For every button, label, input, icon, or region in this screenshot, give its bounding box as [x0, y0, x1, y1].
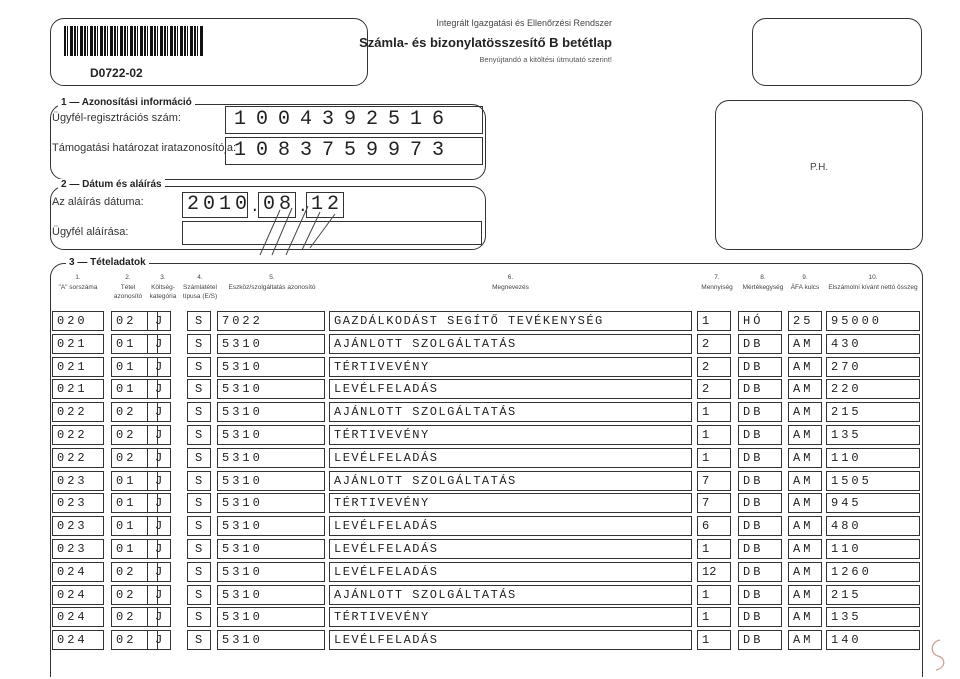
cell-tetel[interactable]: 01	[111, 539, 158, 559]
cell-tipus[interactable]: S	[187, 516, 211, 536]
date-year-field[interactable]: 2010	[182, 192, 248, 218]
date-separator-1: .	[250, 198, 260, 216]
cell-tetel[interactable]: 01	[111, 516, 158, 536]
cell-kat[interactable]: J	[147, 311, 171, 331]
cell-tipus[interactable]: S	[187, 630, 211, 650]
cell-nev[interactable]: LEVÉLFELADÁS	[329, 379, 692, 399]
cell-eszkoz[interactable]: 5310	[217, 402, 325, 422]
cell-eszkoz[interactable]: 5310	[217, 630, 325, 650]
cell-menny[interactable]: 1	[697, 448, 731, 468]
cell-mertek[interactable]: DB	[738, 607, 782, 627]
cell-osszeg[interactable]: 480	[826, 516, 920, 536]
cell-sorszam[interactable]: 022	[52, 402, 104, 422]
cell-mertek[interactable]: DB	[738, 402, 782, 422]
column-number-2: 2.	[125, 274, 131, 281]
cell-tipus[interactable]: S	[187, 379, 211, 399]
cell-nev[interactable]: TÉRTIVEVÉNY	[329, 357, 692, 377]
cell-osszeg[interactable]: 215	[826, 402, 920, 422]
cell-menny[interactable]: 1	[697, 311, 731, 331]
cell-kat[interactable]: J	[147, 425, 171, 445]
cell-afa[interactable]: AM	[788, 630, 822, 650]
cell-eszkoz[interactable]: 5310	[217, 562, 325, 582]
column-header-7: Mennyiség	[701, 284, 733, 291]
cell-osszeg[interactable]: 140	[826, 630, 920, 650]
column-number-5: 5.	[269, 274, 275, 281]
cell-tipus[interactable]: S	[187, 357, 211, 377]
cell-tetel[interactable]: 02	[111, 311, 158, 331]
cell-eszkoz[interactable]: 5310	[217, 539, 325, 559]
cell-afa[interactable]: AM	[788, 607, 822, 627]
cell-menny[interactable]: 1	[697, 585, 731, 605]
cell-afa[interactable]: AM	[788, 334, 822, 354]
cell-eszkoz[interactable]: 5310	[217, 585, 325, 605]
cell-menny[interactable]: 2	[697, 334, 731, 354]
cell-tetel[interactable]: 02	[111, 630, 158, 650]
cell-sorszam[interactable]: 021	[52, 357, 104, 377]
cell-mertek[interactable]: DB	[738, 516, 782, 536]
cell-osszeg[interactable]: 95000	[826, 311, 920, 331]
cell-sorszam[interactable]: 020	[52, 311, 104, 331]
date-signature-section-title: 2 — Dátum és aláírás	[58, 179, 165, 190]
column-number-10: 10.	[868, 274, 878, 281]
decision-id-field[interactable]: 1083759973	[225, 137, 483, 165]
cell-tipus[interactable]: S	[187, 539, 211, 559]
cell-tipus[interactable]: S	[187, 471, 211, 491]
cell-menny[interactable]: 6	[697, 516, 731, 536]
cell-afa[interactable]: AM	[788, 562, 822, 582]
cell-mertek[interactable]: DB	[738, 357, 782, 377]
cell-tetel[interactable]: 01	[111, 493, 158, 513]
cell-mertek[interactable]: DB	[738, 630, 782, 650]
form-title: Számla- és bizonylatösszesítő B betétlap	[359, 35, 612, 50]
cell-sorszam[interactable]: 024	[52, 607, 104, 627]
cell-osszeg[interactable]: 945	[826, 493, 920, 513]
cell-tetel[interactable]: 02	[111, 562, 158, 582]
decision-id-label: Támogatási határozat iratazonosítója:	[52, 142, 237, 154]
cell-tipus[interactable]: S	[187, 562, 211, 582]
cell-afa[interactable]: 25	[788, 311, 822, 331]
cell-osszeg[interactable]: 220	[826, 379, 920, 399]
cell-eszkoz[interactable]: 7022	[217, 311, 325, 331]
cell-afa[interactable]: AM	[788, 425, 822, 445]
cell-kat[interactable]: J	[147, 471, 171, 491]
column-header-10: Elszámolni kívánt nettó összeg	[828, 284, 918, 291]
column-number-3: 3.	[160, 274, 166, 281]
cell-kat[interactable]: J	[147, 630, 171, 650]
cell-osszeg[interactable]: 1260	[826, 562, 920, 582]
cell-osszeg[interactable]: 215	[826, 585, 920, 605]
column-number-7: 7.	[714, 274, 720, 281]
cell-kat[interactable]: J	[147, 493, 171, 513]
items-section-title: 3 — Tételadatok	[66, 257, 149, 268]
cell-kat[interactable]: J	[147, 379, 171, 399]
cell-eszkoz[interactable]: 5310	[217, 334, 325, 354]
cell-afa[interactable]: AM	[788, 471, 822, 491]
column-number-6: 6.	[507, 274, 514, 281]
cell-nev[interactable]: LEVÉLFELADÁS	[329, 630, 692, 650]
cell-menny[interactable]: 1	[697, 630, 731, 650]
cell-sorszam[interactable]: 024	[52, 585, 104, 605]
cell-sorszam[interactable]: 024	[52, 630, 104, 650]
cell-nev[interactable]: TÉRTIVEVÉNY	[329, 425, 692, 445]
cell-menny[interactable]: 7	[697, 493, 731, 513]
cell-sorszam[interactable]: 021	[52, 379, 104, 399]
cell-afa[interactable]: AM	[788, 402, 822, 422]
cell-tetel[interactable]: 01	[111, 379, 158, 399]
cell-menny[interactable]: 1	[697, 607, 731, 627]
cell-kat[interactable]: J	[147, 334, 171, 354]
cell-osszeg[interactable]: 430	[826, 334, 920, 354]
cell-mertek[interactable]: DB	[738, 471, 782, 491]
cell-tetel[interactable]: 02	[111, 607, 158, 627]
cell-tipus[interactable]: S	[187, 585, 211, 605]
cell-nev[interactable]: AJÁNLOTT SZOLGÁLTATÁS	[329, 585, 692, 605]
cell-eszkoz[interactable]: 5310	[217, 471, 325, 491]
cell-sorszam[interactable]: 023	[52, 539, 104, 559]
cell-tipus[interactable]: S	[187, 607, 211, 627]
cell-sorszam[interactable]: 021	[52, 334, 104, 354]
cell-menny[interactable]: 1	[697, 539, 731, 559]
cell-tetel[interactable]: 02	[111, 402, 158, 422]
cell-nev[interactable]: LEVÉLFELADÁS	[329, 562, 692, 582]
column-number-1: 1.	[75, 274, 81, 281]
cell-tipus[interactable]: S	[187, 402, 211, 422]
cell-osszeg[interactable]: 135	[826, 607, 920, 627]
cell-kat[interactable]: J	[147, 562, 171, 582]
cell-nev[interactable]: LEVÉLFELADÁS	[329, 539, 692, 559]
cell-mertek[interactable]: DB	[738, 493, 782, 513]
cell-tetel[interactable]: 02	[111, 425, 158, 445]
cell-nev[interactable]: LEVÉLFELADÁS	[329, 516, 692, 536]
cell-afa[interactable]: AM	[788, 516, 822, 536]
stamp-label: P.H.	[810, 162, 829, 173]
corner-mark	[926, 634, 950, 674]
header-right-box	[752, 18, 922, 86]
client-id-field[interactable]: 1004392516	[225, 106, 483, 134]
cell-mertek[interactable]: DB	[738, 585, 782, 605]
date-month-field[interactable]: 08	[258, 192, 296, 218]
column-header-2: Tétel azonosító	[113, 284, 143, 300]
signature-scribble	[250, 200, 340, 260]
cell-mertek[interactable]: DB	[738, 448, 782, 468]
cell-sorszam[interactable]: 023	[52, 493, 104, 513]
cell-tetel[interactable]: 01	[111, 334, 158, 354]
cell-menny[interactable]: 12	[697, 562, 731, 582]
column-header-6: Megnevezés	[492, 284, 529, 291]
cell-nev[interactable]: GAZDÁLKODÁST SEGÍTŐ TEVÉKENYSÉG	[329, 311, 692, 331]
identification-section-title: 1 — Azonosítási információ	[58, 97, 195, 108]
cell-kat[interactable]: J	[147, 448, 171, 468]
cell-afa[interactable]: AM	[788, 357, 822, 377]
column-header-8: Mértékegység	[742, 284, 784, 291]
cell-tetel[interactable]: 02	[111, 585, 158, 605]
cell-osszeg[interactable]: 1505	[826, 471, 920, 491]
cell-kat[interactable]: J	[147, 539, 171, 559]
cell-tipus[interactable]: S	[187, 311, 211, 331]
column-header-5: Eszköz/szolgáltatás azonosító	[228, 284, 316, 291]
cell-osszeg[interactable]: 110	[826, 448, 920, 468]
cell-eszkoz[interactable]: 5310	[217, 379, 325, 399]
column-number-8: 8.	[760, 274, 766, 281]
cell-kat[interactable]: J	[147, 585, 171, 605]
cell-nev[interactable]: AJÁNLOTT SZOLGÁLTATÁS	[329, 402, 692, 422]
system-name: Integrált Igazgatási és Ellenőrzési Rendszer	[436, 18, 612, 28]
cell-afa[interactable]: AM	[788, 539, 822, 559]
cell-afa[interactable]: AM	[788, 448, 822, 468]
cell-nev[interactable]: LEVÉLFELADÁS	[329, 448, 692, 468]
column-number-9: 9.	[802, 274, 808, 281]
cell-menny[interactable]: 1	[697, 425, 731, 445]
cell-sorszam[interactable]: 023	[52, 471, 104, 491]
form-note: Benyújtandó a kitöltési útmutató szerint!	[479, 55, 612, 64]
column-header-3: Költség-kategória	[149, 284, 177, 300]
column-header-4: Számlatétel típusa (E/S)	[182, 284, 218, 300]
cell-tetel[interactable]: 01	[111, 471, 158, 491]
cell-kat[interactable]: J	[147, 357, 171, 377]
cell-kat[interactable]: J	[147, 607, 171, 627]
cell-osszeg[interactable]: 270	[826, 357, 920, 377]
date-separator-2: .	[298, 198, 308, 216]
cell-nev[interactable]: AJÁNLOTT SZOLGÁLTATÁS	[329, 334, 692, 354]
cell-nev[interactable]: TÉRTIVEVÉNY	[329, 493, 692, 513]
barcode-label: D0722-02	[90, 66, 143, 80]
cell-menny[interactable]: 2	[697, 357, 731, 377]
date-day-field[interactable]: 12	[306, 192, 344, 218]
cell-sorszam[interactable]: 024	[52, 562, 104, 582]
cell-mertek[interactable]: DB	[738, 379, 782, 399]
cell-kat[interactable]: J	[147, 402, 171, 422]
cell-sorszam[interactable]: 022	[52, 448, 104, 468]
cell-mertek[interactable]: HÓ	[738, 311, 782, 331]
cell-osszeg[interactable]: 110	[826, 539, 920, 559]
cell-eszkoz[interactable]: 5310	[217, 493, 325, 513]
cell-menny[interactable]: 2	[697, 379, 731, 399]
cell-nev[interactable]: TÉRTIVEVÉNY	[329, 607, 692, 627]
cell-eszkoz[interactable]: 5310	[217, 425, 325, 445]
cell-mertek[interactable]: DB	[738, 539, 782, 559]
cell-mertek[interactable]: DB	[738, 334, 782, 354]
cell-osszeg[interactable]: 135	[826, 425, 920, 445]
cell-eszkoz[interactable]: 5310	[217, 448, 325, 468]
cell-afa[interactable]: AM	[788, 379, 822, 399]
cell-tipus[interactable]: S	[187, 493, 211, 513]
cell-eszkoz[interactable]: 5310	[217, 607, 325, 627]
cell-tipus[interactable]: S	[187, 425, 211, 445]
cell-menny[interactable]: 7	[697, 471, 731, 491]
column-header-1: "A" sorszáma	[58, 284, 98, 291]
cell-tetel[interactable]: 02	[111, 448, 158, 468]
signature-label: Ügyfél aláírása:	[52, 226, 129, 238]
cell-mertek[interactable]: DB	[738, 562, 782, 582]
cell-sorszam[interactable]: 022	[52, 425, 104, 445]
cell-nev[interactable]: AJÁNLOTT SZOLGÁLTATÁS	[329, 471, 692, 491]
stamp-area	[715, 100, 923, 250]
barcode	[64, 26, 204, 56]
cell-eszkoz[interactable]: 5310	[217, 357, 325, 377]
cell-afa[interactable]: AM	[788, 585, 822, 605]
column-header-9: ÁFA kulcs	[790, 284, 820, 291]
cell-sorszam[interactable]: 023	[52, 516, 104, 536]
cell-eszkoz[interactable]: 5310	[217, 516, 325, 536]
cell-tipus[interactable]: S	[187, 448, 211, 468]
date-label: Az aláírás dátuma:	[52, 196, 144, 208]
cell-tetel[interactable]: 01	[111, 357, 158, 377]
cell-menny[interactable]: 1	[697, 402, 731, 422]
cell-kat[interactable]: J	[147, 516, 171, 536]
cell-afa[interactable]: AM	[788, 493, 822, 513]
cell-tipus[interactable]: S	[187, 334, 211, 354]
client-id-label: Ügyfél-regisztrációs szám:	[52, 112, 181, 124]
cell-mertek[interactable]: DB	[738, 425, 782, 445]
column-number-4: 4.	[197, 274, 203, 281]
